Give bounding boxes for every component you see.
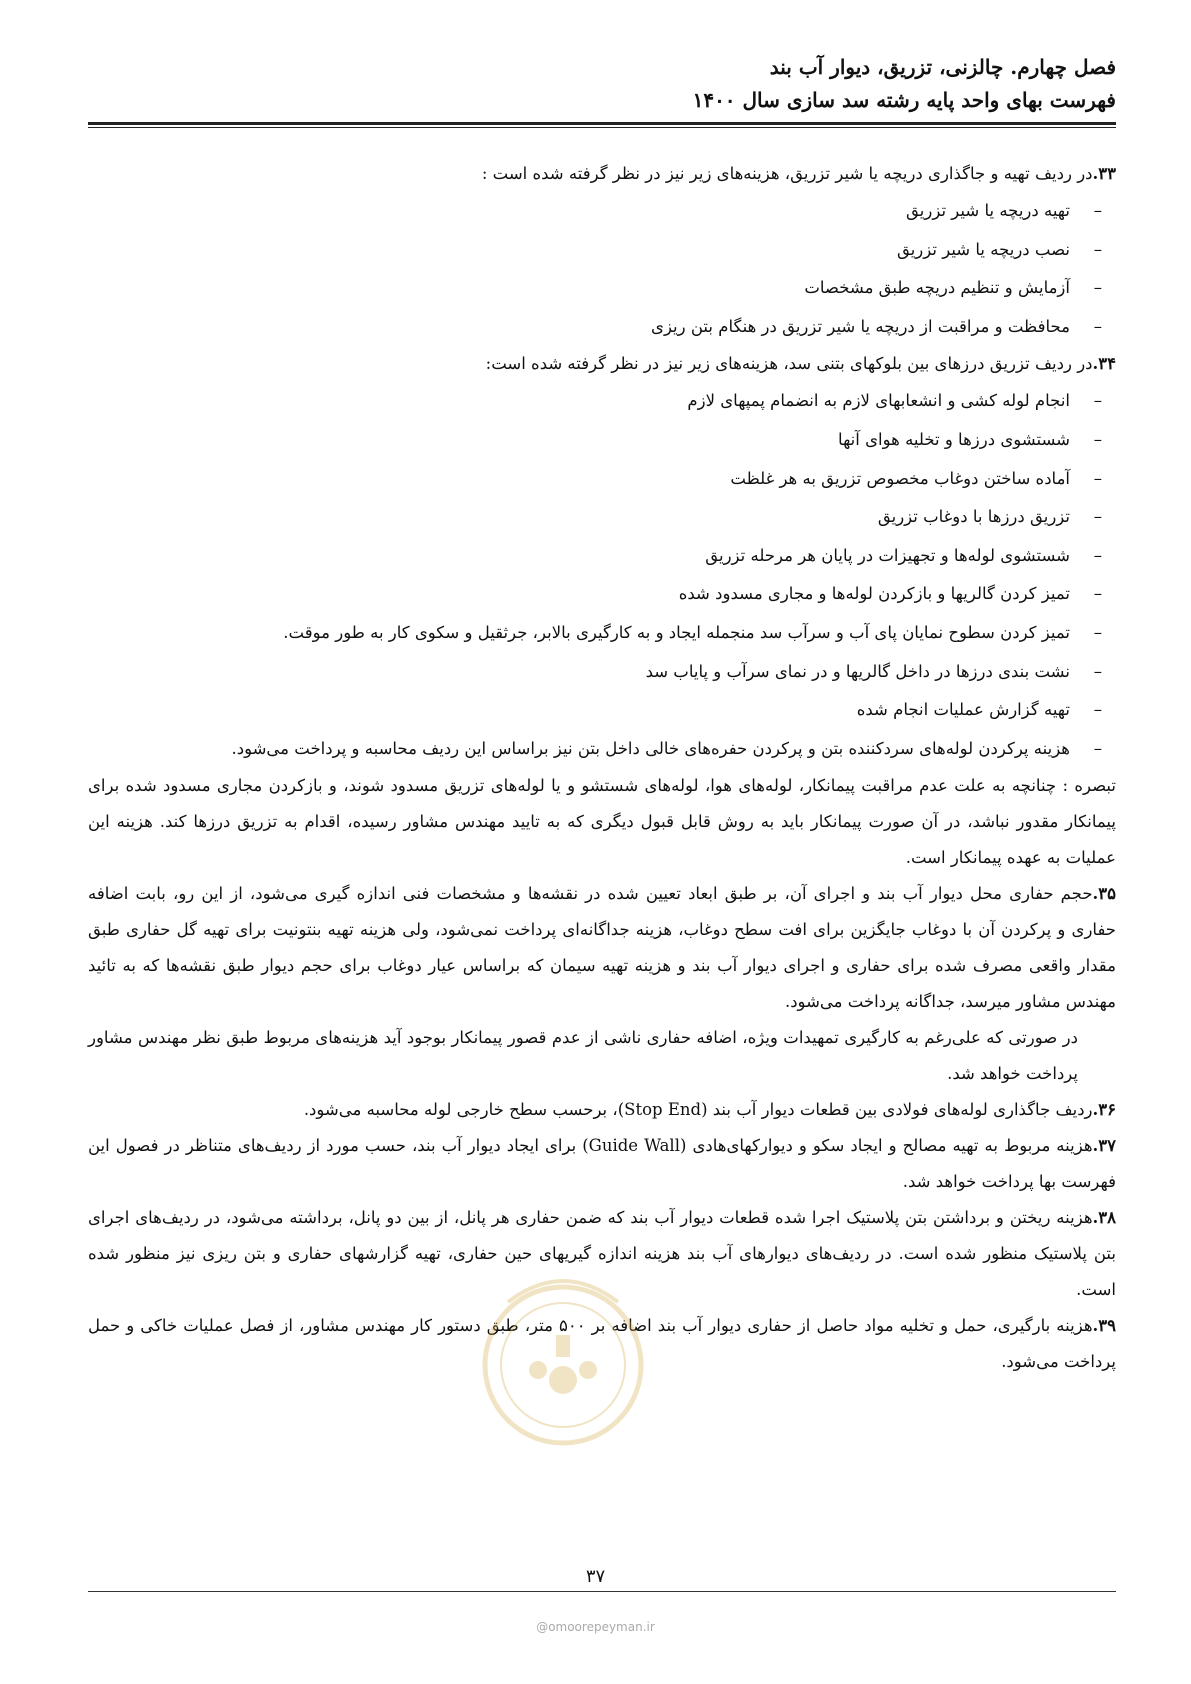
footer-rule [88,1591,1116,1592]
list-item: – نشت بندی درزها در داخل گالریها و در نمای سرآب و پایاب سد [645,661,1102,681]
item-number: ۳۶. [1092,1100,1116,1120]
list-item: – شستشوی درزها و تخلیه هوای آنها [838,429,1102,449]
item-34-list [88,382,1116,768]
item-38 [88,1200,1116,1308]
item-number: ۳۹. [1092,1316,1116,1336]
item-34 [88,346,1116,382]
note-paragraph: تبصره : چنانچه به علت عدم مراقبت پیمانکار، لوله‌های هوا، لوله‌های شستشو و یا لوله‌های تزریق مسدود شوند، و بازکردن مجاری مسدود شده برای پیمانکار مقدور نباشد، در آن صورت پیمانکار باید به روش قابل قبول دیگری که به تایید مهندس مشاور رسیده، اقدام به تزریق درزها کند. هزینه این عملیات به عهده پیمانکار است. [88,776,1116,868]
list-item: – محافظت و مراقبت از دریچه یا شیر تزریق در هنگام بتن ریزی [651,316,1102,336]
list-item: – هزینه پرکردن لوله‌های سردکننده بتن و پرکردن حفره‌های خالی داخل بتن نیز براساس این ردیف محاسبه و پرداخت می‌شود. [231,738,1102,758]
item-text: در ردیف تزریق درزهای بین بلوکهای بتنی سد، هزینه‌های زیر نیز در نظر گرفته شده است: [485,354,1093,374]
header-rule-thin [88,127,1116,128]
site-watermark: @omoorepeyman.ir [536,1620,655,1634]
item-39 [88,1308,1116,1380]
page-header [88,50,1116,116]
chapter-title: فصل چهارم. چالزنی، تزریق، دیوار آب بند [769,55,1116,79]
document-subtitle: فهرست بهای واحد پایه رشته سد سازی سال ۱۴۰۰ [692,88,1116,112]
item-number: ۳۷. [1092,1136,1117,1156]
item-33 [88,156,1116,192]
list-item: – تهیه دریچه یا شیر تزریق [906,201,1102,220]
item-33-list [88,192,1116,346]
list-item: – انجام لوله کشی و انشعابهای لازم به انضمام پمپهای لازم [687,391,1102,411]
item-37 [88,1128,1116,1200]
header-rule-thick [88,122,1116,125]
list-item: – نصب دریچه یا شیر تزریق [896,239,1102,259]
document-body [88,156,1116,1380]
list-item: – تمیز کردن سطوح نمایان پای آب و سرآب سد منجمله ایجاد و به کارگیری بالابر، جرثقیل و سکوی کار به طور موقت. [283,622,1102,642]
item-number: ۳۴. [1092,354,1116,374]
item-text: ردیف جاگذاری لوله‌های فولادی بین قطعات دیوار آب بند (Stop End)، برحسب سطح خارجی لوله محاسبه می‌شود. [303,1100,1093,1120]
list-item: – آماده ساختن دوغاب مخصوص تزریق به هر غلظت [730,468,1102,488]
list-item: – تمیز کردن گالریها و بازکردن لوله‌ها و مجاری مسدود شده [678,584,1102,604]
item-number: ۳۵. [1092,884,1116,904]
page [88,50,1116,1380]
item-35-extra: در صورتی که علی‌رغم به کارگیری تمهیدات ویژه، اضافه حفاری ناشی از عدم قصور پیمانکار بوجود آید هزینه‌های مربوط طبق نظر مهندس مشاور پرداخت خواهد شد. [88,1028,1078,1084]
item-number: ۳۳. [1092,164,1116,183]
item-text: حجم حفاری محل دیوار آب بند و اجرای آن، بر طبق ابعاد تعیین شده در نقشه‌ها و مشخصات فنی اندازه گیری می‌شود، از این رو، بابت اضافه حفاری و پرکردن آن با دوغاب جایگزین برای افت سطح دوغاب، هزینه جداگانه‌ای پرداخت نمی‌شود، ولی هزینه تهیه بنتونیت برای تهیه گل حفاری طبق مقدار واقعی مصرف شده برای حفاری و اجرای دیوار آب بند و هزینه تهیه سیمان که براساس عیار دوغاب برای حجم دیوار طبق نقشه‌ها که به تائید مهندس مشاور میرسد، جداگانه پرداخت می‌شود. [88,884,1116,1012]
item-35 [88,876,1116,1020]
list-item: – آزمایش و تنظیم دریچه طبق مشخصات [804,278,1102,298]
item-number: ۳۸. [1092,1208,1116,1228]
list-item: – تزریق درزها با دوغاب تزریق [877,507,1102,527]
item-36 [88,1092,1116,1128]
item-text: هزینه ریختن و برداشتن بتن پلاستیک اجرا شده قطعات دیوار آب بند که ضمن حفاری هر پانل، از بین دو پانل، برداشته می‌شود، در ردیف‌های اجرای بتن پلاستیک منظور شده است. در ردیف‌های دیوارهای آب بند هزینه اندازه گیریهای حین حفاری، تهیه گزارشهای حفاری و بتن ریزی نیز منظور شده است. [88,1208,1116,1300]
item-text: هزینه مربوط به تهیه مصالح و ایجاد سکو و دیوارکهای‌هادی (Guide Wall) برای ایجاد دیوار آب بند، حسب مورد از ردیف‌های متناظر در فصول این فهرست بها پرداخت خواهد شد. [88,1136,1116,1192]
item-text: هزینه بارگیری، حمل و تخلیه مواد حاصل از حفاری دیوار آب بند اضافه بر ۵۰۰ متر، طبق دستور کار مهندس مشاور، از فصل عملیات خاکی و حمل پرداخت می‌شود. [88,1316,1116,1372]
list-item: – تهیه گزارش عملیات انجام شده [856,700,1102,720]
list-item: – شستشوی لوله‌ها و تجهیزات در پایان هر مرحله تزریق [705,545,1102,565]
page-number: ۳۷ [585,1566,606,1587]
item-text: در ردیف تهیه و جاگذاری دریچه یا شیر تزریق، هزینه‌های زیر نیز در نظر گرفته شده است : [481,164,1093,183]
